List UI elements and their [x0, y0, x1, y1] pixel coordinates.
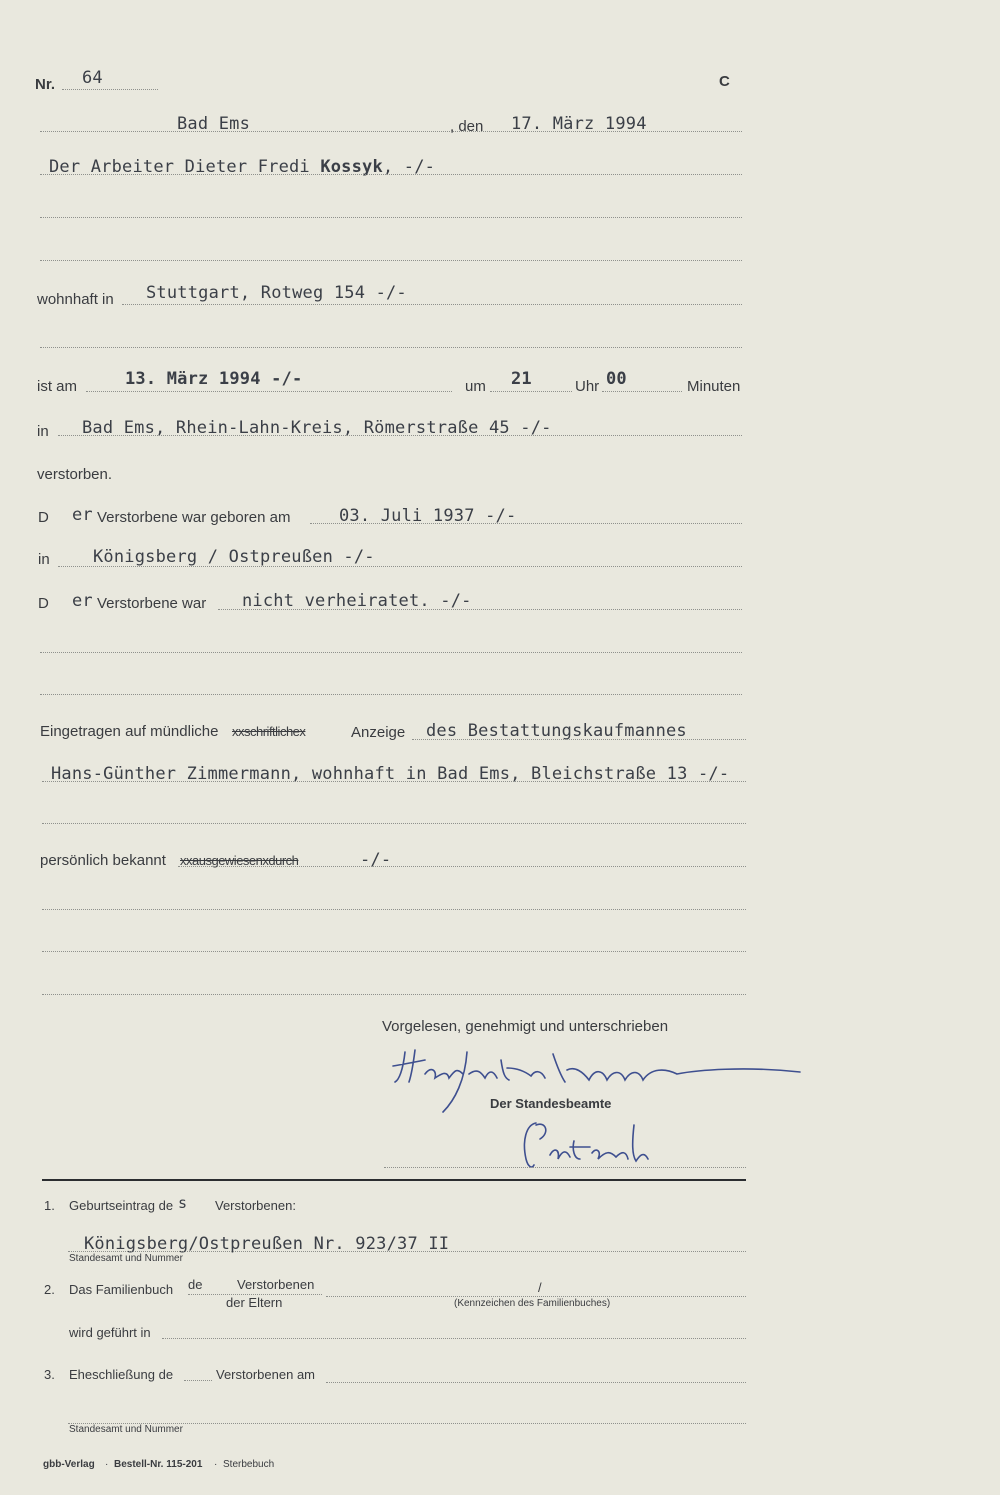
note-3-choice-line	[184, 1380, 212, 1381]
note-3-text-2: Verstorbenen am	[216, 1367, 316, 1382]
birth-date: 03. Juli 1937 -/-	[339, 506, 517, 526]
known-struck: xxausgewiesenxdurch	[180, 853, 299, 868]
blank-line-2	[42, 951, 746, 952]
blank-line-1	[42, 909, 746, 910]
familienbuch-line	[326, 1296, 746, 1297]
verstorben-label: verstorben.	[37, 466, 113, 483]
footer-order-number: Bestell-Nr. 115-201	[114, 1459, 203, 1470]
registry-date: 17. März 1994	[511, 114, 647, 134]
hour-line	[490, 391, 572, 392]
read-approved-text: Vorgelesen, genehmigt und unterschrieben	[382, 1018, 669, 1035]
reporter-name-address: Hans-Günther Zimmermann, wohnhaft in Bad Ems, Bleichstraße 13 -/-	[51, 764, 730, 784]
note-1-text: Geburtseintrag de	[69, 1198, 174, 1213]
residence-label: wohnhaft in	[37, 291, 114, 308]
nr-label: Nr.	[35, 76, 56, 93]
gefuehrt-line	[162, 1338, 746, 1339]
death-hour: 21	[511, 369, 532, 389]
name-line-3	[40, 260, 742, 261]
death-date: 13. März 1994 -/-	[125, 369, 303, 389]
birth-in-label: in	[38, 551, 50, 568]
marital-value: nicht verheiratet. -/-	[242, 591, 472, 611]
note-3-text: Eheschließung de	[69, 1367, 174, 1382]
marital-d-prefix: D	[38, 595, 49, 612]
registration-text: Eingetragen auf mündliche	[40, 723, 219, 740]
known-label: persönlich bekannt	[40, 852, 166, 869]
minuten-label: Minuten	[687, 378, 741, 395]
um-label: um	[465, 378, 486, 395]
minutes-line	[602, 391, 682, 392]
marital-text: Verstorbene war	[97, 595, 207, 612]
reporter-title: des Bestattungskaufmannes	[426, 721, 687, 741]
form-letter: C	[719, 73, 730, 90]
birth-d-prefix: D	[38, 509, 49, 526]
birth-record-line	[68, 1251, 746, 1252]
death-in-label: in	[37, 423, 49, 440]
note-2-text: Das Familienbuch	[69, 1282, 174, 1297]
note-2-verstorbenen: Verstorbenen	[237, 1277, 315, 1292]
marital-line-3	[40, 694, 742, 695]
marital-gender-suffix: er	[72, 591, 93, 611]
deceased-name-suffix: , -/-	[382, 157, 436, 177]
note-2-de: de	[188, 1277, 203, 1292]
note-2-gefuehrt: wird geführt in	[69, 1325, 151, 1340]
place-date-line	[40, 131, 742, 132]
note-1-gender-suffix: s	[178, 1194, 188, 1212]
reporter-line-2	[42, 781, 746, 782]
birth-gender-suffix: er	[72, 505, 93, 525]
anzeige-label: Anzeige	[351, 724, 406, 741]
note-2-number: 2.	[44, 1282, 55, 1297]
note-2-eltern: der Eltern	[226, 1295, 283, 1310]
note-1-sub: Standesamt und Nummer	[69, 1253, 183, 1264]
note-1-text-2: Verstorbenen:	[215, 1198, 296, 1213]
note-2-slash: /	[538, 1280, 542, 1295]
registrar-signature-line	[384, 1167, 746, 1168]
death-minutes: 00	[606, 369, 627, 389]
footer-separator-2: ·	[214, 1459, 218, 1470]
death-date-line	[86, 391, 452, 392]
birth-place: Königsberg / Ostpreußen -/-	[93, 547, 375, 567]
note-3-sub: Standesamt und Nummer	[69, 1424, 183, 1435]
birth-record-value: Königsberg/Ostpreußen Nr. 923/37 II	[84, 1234, 450, 1254]
name-line-2	[40, 217, 742, 218]
blank-line-3	[42, 994, 746, 995]
death-place-line	[58, 435, 742, 436]
note-1-number: 1.	[44, 1198, 55, 1213]
uhr-label: Uhr	[575, 378, 600, 395]
den-label: , den	[450, 118, 484, 135]
marital-line	[218, 609, 742, 610]
nr-value: 64	[82, 68, 103, 88]
registration-struck: xxschriftlichex	[232, 724, 306, 739]
reporter-line-3	[42, 823, 746, 824]
registrar-signature	[510, 1115, 660, 1173]
deceased-name-prefix: Der Arbeiter Dieter Fredi	[49, 157, 321, 177]
known-line	[178, 866, 746, 867]
nr-line	[62, 89, 158, 90]
birth-place-line	[58, 566, 742, 567]
residence-line-2	[40, 347, 742, 348]
known-mark: -/-	[360, 850, 392, 870]
section-divider	[42, 1179, 746, 1181]
footer-separator-1: ·	[105, 1459, 109, 1470]
reporter-line	[412, 739, 746, 740]
residence-line	[122, 304, 742, 305]
registrar-label: Der Standesbeamte	[490, 1096, 612, 1111]
marital-line-2	[40, 652, 742, 653]
footer-publisher: gbb-Verlag	[43, 1459, 95, 1470]
deceased-surname: Kossyk	[320, 157, 383, 177]
name-line-1	[40, 174, 742, 175]
birth-text: Verstorbene war geboren am	[97, 509, 291, 526]
birth-date-line	[310, 523, 742, 524]
ist-am-label: ist am	[37, 378, 78, 395]
registry-place: Bad Ems	[177, 114, 251, 134]
marriage-date-line	[326, 1382, 746, 1383]
residence-value: Stuttgart, Rotweg 154 -/-	[146, 283, 407, 303]
note-3-number: 3.	[44, 1367, 55, 1382]
death-place: Bad Ems, Rhein-Lahn-Kreis, Römerstraße 45 -/-	[82, 418, 552, 438]
note-2-kennzeichen: (Kennzeichen des Familienbuches)	[454, 1298, 611, 1309]
footer-book-type: Sterbebuch	[223, 1459, 275, 1470]
